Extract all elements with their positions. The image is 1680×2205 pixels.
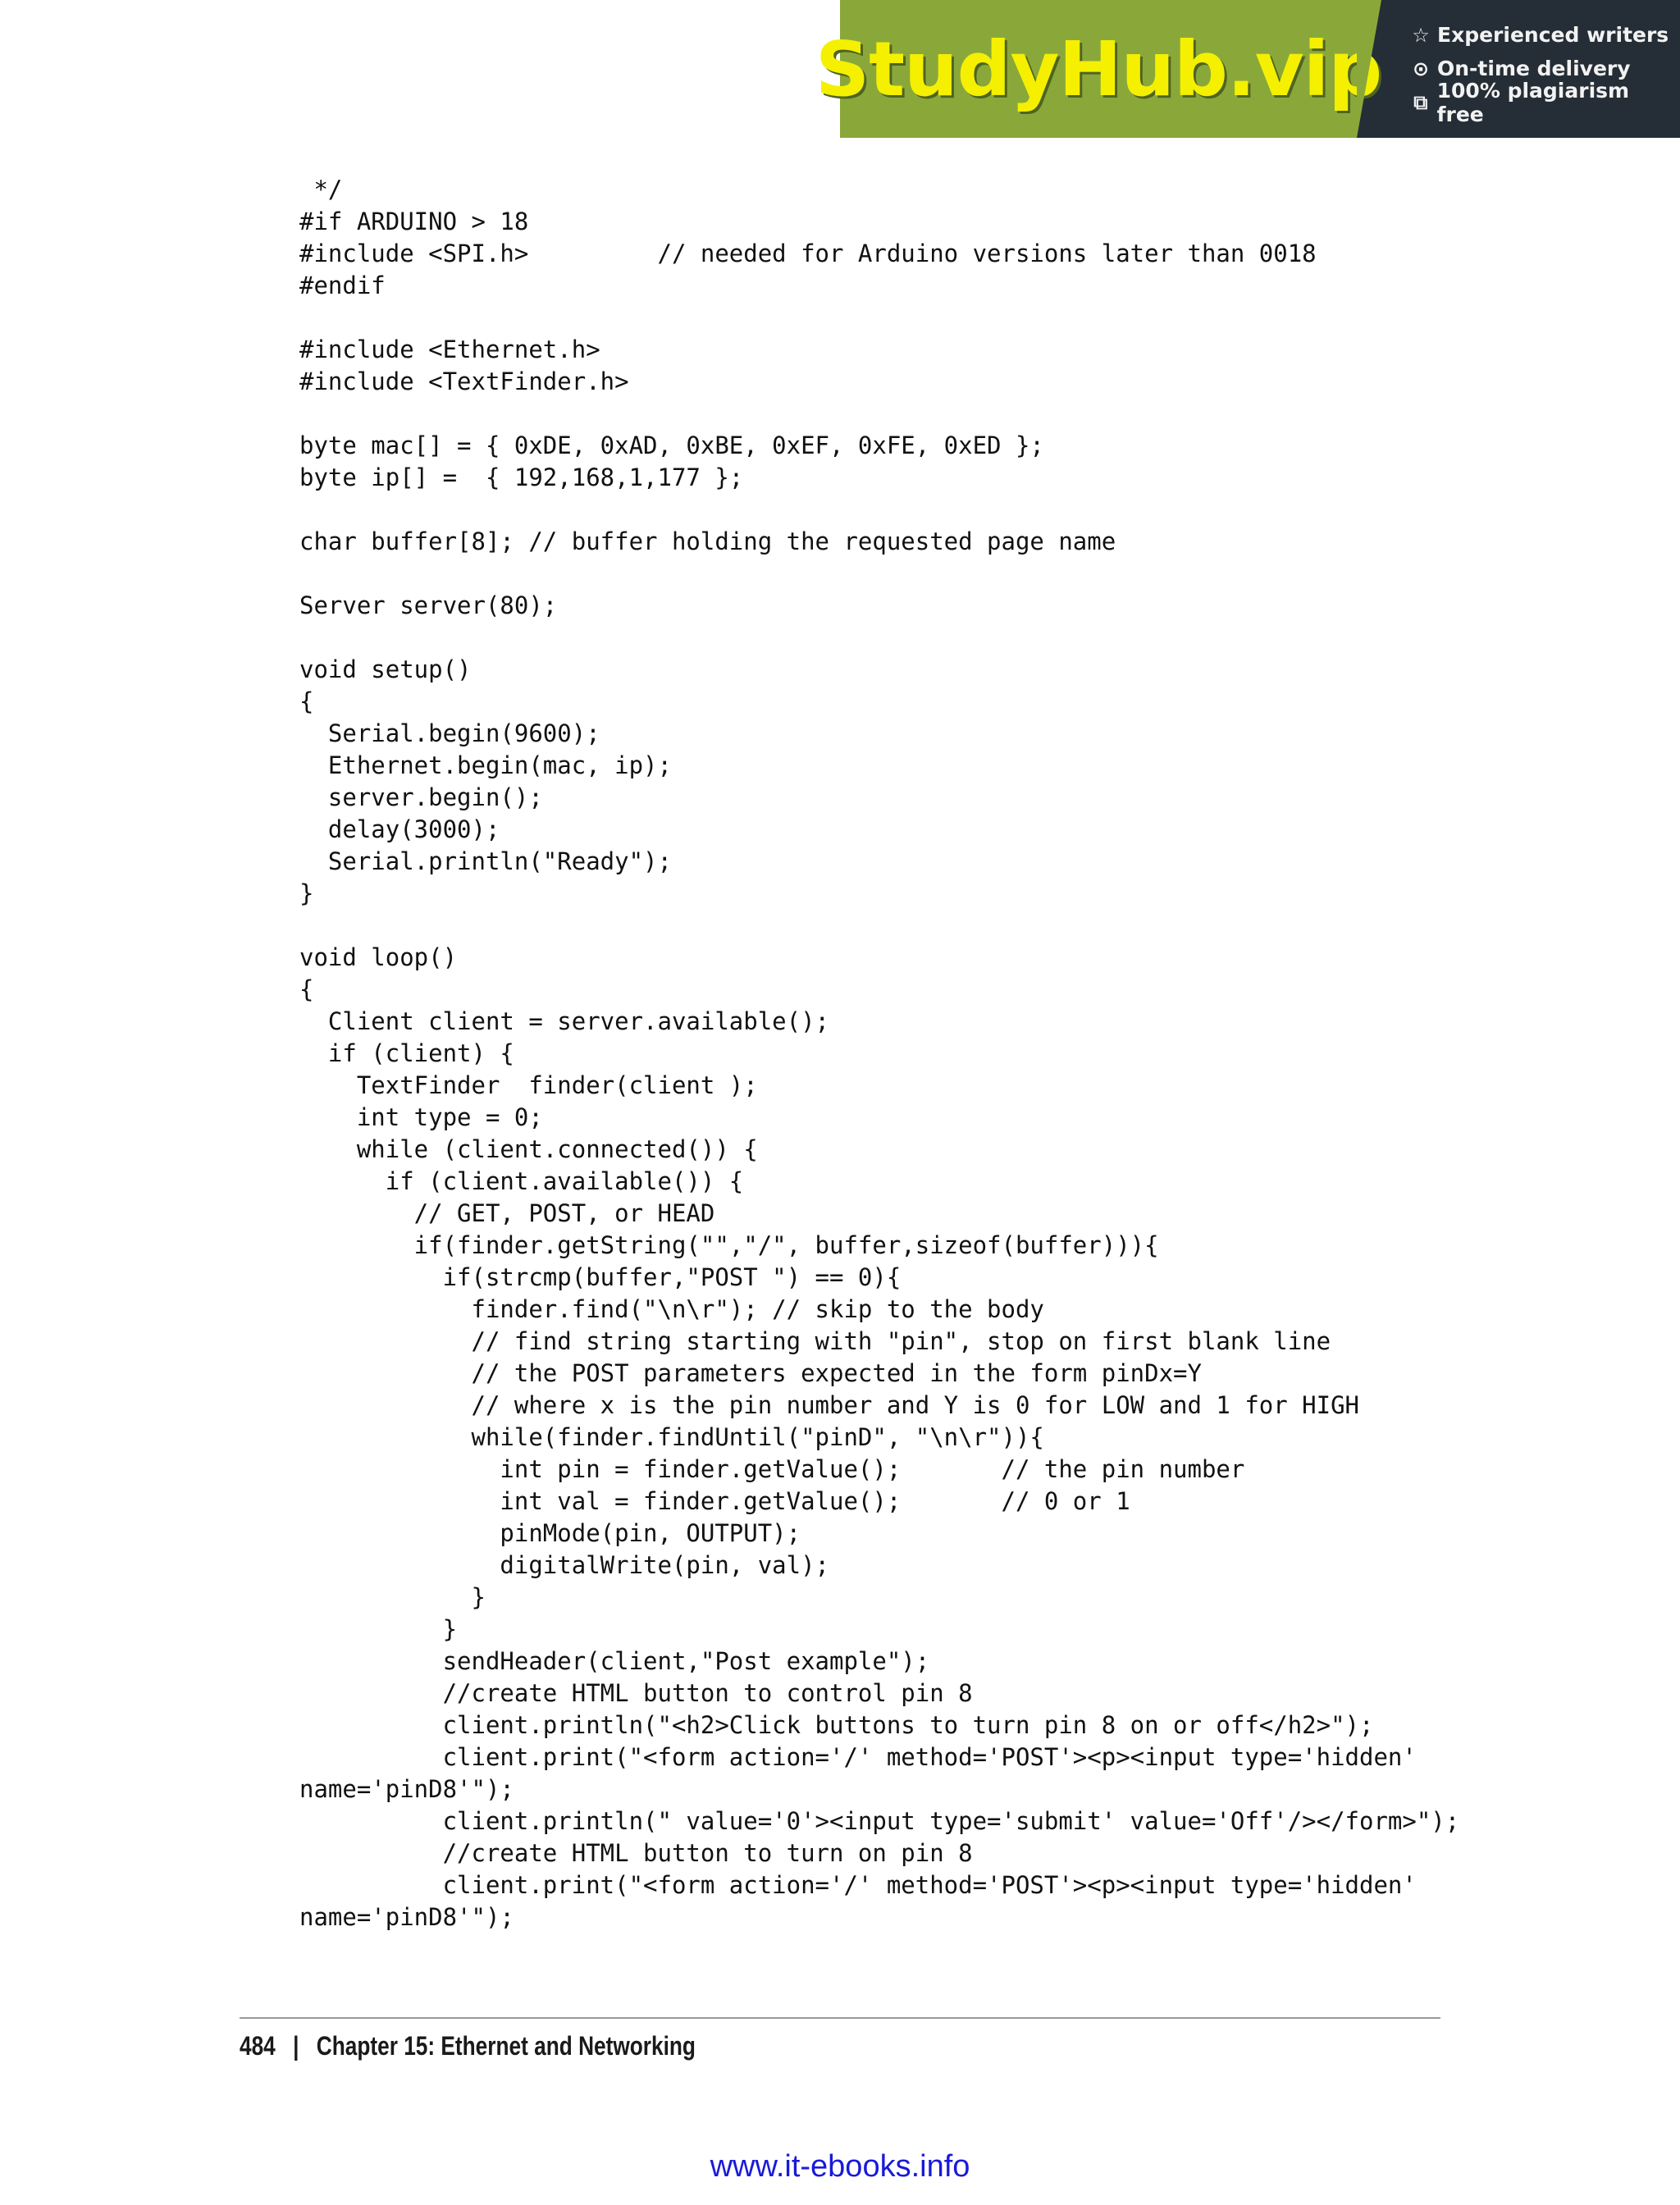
code-line: void loop() [299,943,458,971]
page-number: 484 [240,2031,276,2061]
code-line [299,398,1459,430]
code-line: // where x is the pin number and Y is 0 for LOW and 1 for HIGH [299,1391,1360,1419]
page-footer [240,2031,696,2061]
feature-experienced-writers [1409,18,1680,52]
code-line: Ethernet.begin(mac, ip); [299,751,672,779]
code-line: char buffer[8]; // buffer holding the requested page name [299,527,1116,555]
code-line: Client client = server.available(); [299,1007,830,1035]
chapter-title: Chapter 15: Ethernet and Networking [316,2031,696,2061]
code-line [299,910,1459,942]
code-line: client.print("<form action='/' method='POST'><p><input type='hidden' [299,1743,1417,1771]
banner-features [1357,0,1680,138]
code-line [299,558,1459,590]
studyhub-banner[interactable] [815,0,1680,138]
code-line: { [299,975,314,1003]
code-line: if (client.available()) { [299,1167,744,1195]
code-line: int pin = finder.getValue(); // the pin number [299,1455,1245,1483]
banner-logo-area [815,0,1382,138]
code-line: #if ARDUINO > 18 [299,208,529,235]
studyhub-logo: StudyHub.vip [815,25,1382,113]
clock-icon: ⊙ [1412,57,1430,80]
star-outline-icon: ☆ [1412,23,1430,47]
code-line: void setup() [299,655,472,683]
code-line: { [299,687,314,715]
code-listing [299,174,1459,1933]
code-line: // the POST parameters expected in the form pinDx=Y [299,1359,1202,1387]
code-line: } [299,1583,486,1611]
footer-divider [240,2017,1440,2019]
source-link[interactable]: www.it-ebooks.info [710,2149,970,2184]
code-line: client.println(" value='0'><input type='submit' value='Off'/></form>"); [299,1807,1460,1835]
code-line: while(finder.findUntil("pinD", "\n\r")){ [299,1423,1044,1451]
code-line: #include <Ethernet.h> [299,336,600,363]
code-line: } [299,879,314,907]
code-line [299,622,1459,654]
feature-plagiarism-free [1409,78,1680,126]
code-line: int type = 0; [299,1103,543,1131]
code-line: byte mac[] = { 0xDE, 0xAD, 0xBE, 0xEF, 0xFE, 0xED }; [299,431,1044,459]
code-line: client.print("<form action='/' method='POST'><p><input type='hidden' [299,1871,1417,1899]
code-line: pinMode(pin, OUTPUT); [299,1519,801,1547]
code-line: finder.find("\n\r"); // skip to the body [299,1295,1044,1323]
footer-separator: | [293,2031,299,2061]
code-line: if(finder.getString("","/", buffer,sizeof(buffer))){ [299,1231,1159,1259]
code-line: while (client.connected()) { [299,1135,758,1163]
copy-icon: ⧉ [1413,90,1428,114]
feature-label: 100% plagiarism free [1436,78,1630,126]
code-line: TextFinder finder(client ); [299,1071,758,1099]
code-line: // find string starting with "pin", stop on first blank line [299,1327,1331,1355]
code-line: name='pinD8'"); [299,1903,514,1931]
code-line: int val = finder.getValue(); // 0 or 1 [299,1487,1130,1515]
code-line: if (client) { [299,1039,514,1067]
code-line: byte ip[] = { 192,168,1,177 }; [299,463,744,491]
code-line: //create HTML button to turn on pin 8 [299,1839,973,1867]
code-line: */ [299,176,343,203]
code-line: #endif [299,272,386,299]
code-line: //create HTML button to control pin 8 [299,1679,973,1707]
feature-label: On-time delivery [1437,57,1631,80]
code-line: Server server(80); [299,591,558,619]
feature-label: Experienced writers [1437,23,1669,47]
code-line: digitalWrite(pin, val); [299,1551,830,1579]
code-line: delay(3000); [299,815,500,843]
code-line [299,302,1459,334]
code-line: Serial.println("Ready"); [299,847,672,875]
code-line: name='pinD8'"); [299,1775,514,1803]
code-line: Serial.begin(9600); [299,719,600,747]
code-line: // GET, POST, or HEAD [299,1199,715,1227]
code-line: } [299,1615,458,1643]
code-line [299,494,1459,526]
code-line: if(strcmp(buffer,"POST ") == 0){ [299,1263,902,1291]
code-line: #include <SPI.h> // needed for Arduino versions later than 0018 [299,240,1317,267]
banner-notch [1357,0,1381,138]
code-line: sendHeader(client,"Post example"); [299,1647,930,1675]
code-line: #include <TextFinder.h> [299,368,629,395]
code-line: client.println("<h2>Click buttons to turn pin 8 on or off</h2>"); [299,1711,1374,1739]
code-line: server.begin(); [299,783,543,811]
